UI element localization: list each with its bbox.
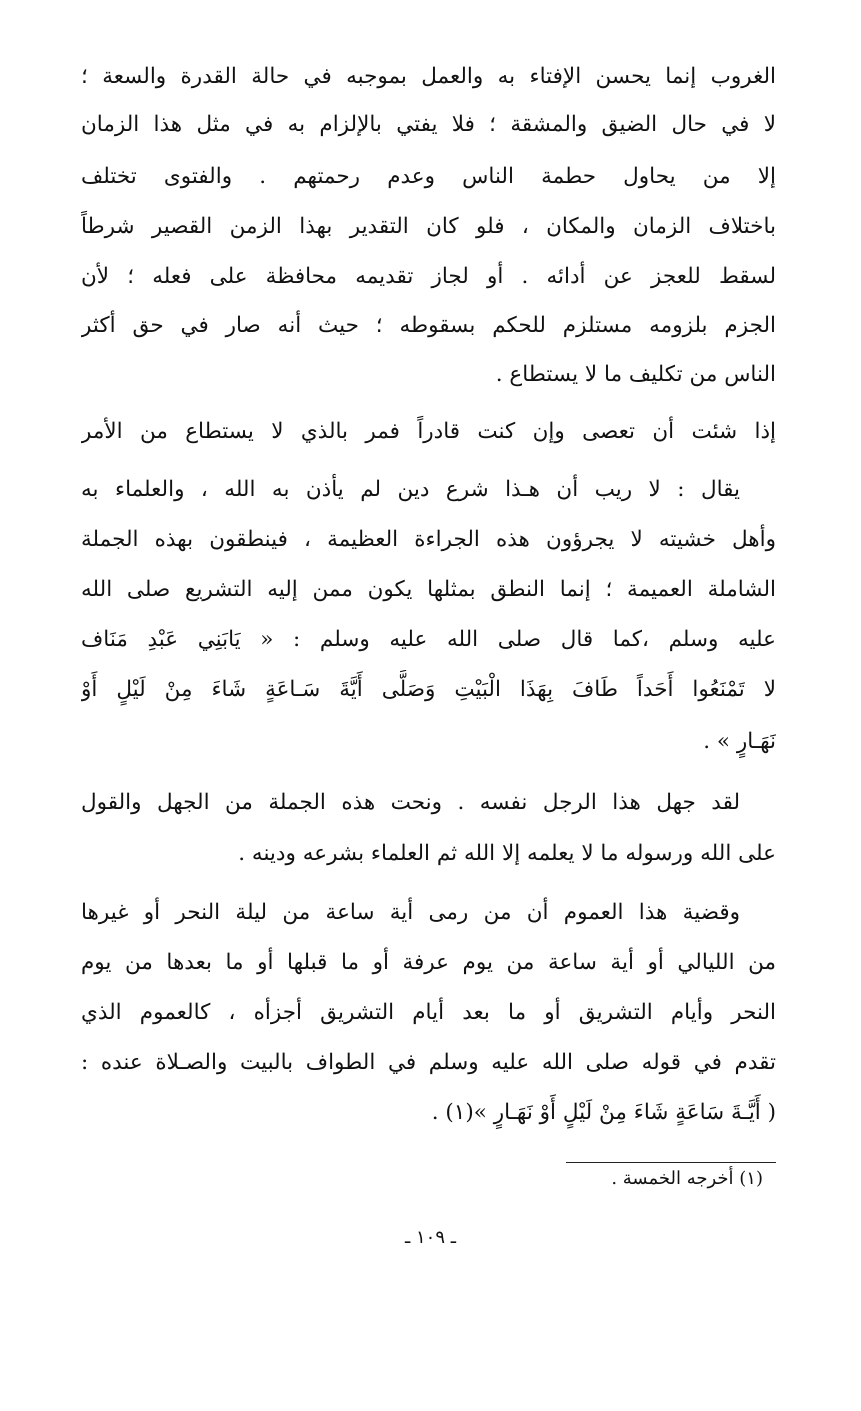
text-line: لا تَمْنَعُوا أَحَداً طَافَ بِهَذَا الْبَيْتِ وَصَلَّى أَيَّةَ سَـاعَةٍ شَاءَ مِنْ لَيْلٍ أَوْ [81,677,776,702]
text-line: وقضية هذا العموم أن من رمى أية ساعة من ليلة النحر أو غيرها [81,900,740,925]
text-line: نَهَـارٍ » . [703,729,776,754]
verse-line: إذا شئت أن تعصى وإن كنت قادراً فمر بالذي لا يستطاع من الأمر [81,419,776,444]
footnote-divider [566,1162,776,1163]
text-line: تقدم في قوله صلى الله عليه وسلم في الطواف بالبيت والصـلاة عنده : [81,1050,776,1075]
text-line: الناس من تكليف ما لا يستطاع . [495,362,776,387]
text-line: إلا من يحاول حطمة الناس وعدم رحمتهم . والفتوى تختلف [81,164,776,189]
text-line: عليه وسلم ،كما قال صلى الله عليه وسلم : « يَابَنِي عَبْدِ مَنَاف [81,627,776,652]
text-line: على الله ورسوله ما لا يعلمه إلا الله ثم العلماء بشرعه ودينه . [238,841,776,866]
text-line: من الليالي أو أية ساعة من يوم عرفة أو ما قبلها أو ما بعدها من يوم [81,950,776,975]
text-line: باختلاف الزمان والمكان ، فلو كان التقدير بهذا الزمن القصير شرطاً [81,214,776,239]
text-line: لقد جهل هذا الرجل نفسه . ونحت هذه الجملة من الجهل والقول [81,790,740,815]
text-line: الغروب إنما يحسن الإفتاء به والعمل بموجبه في حالة القدرة والسعة ؛ [81,64,776,89]
text-line: ( أَيَّـةَ سَاعَةٍ شَاءَ مِنْ لَيْلٍ أَوْ نَهَـارٍ »(١) . [431,1100,776,1125]
footnote: (١) أخرجه الخمسة . [611,1168,763,1189]
text-line: النحر وأيام التشريق أو ما بعد أيام التشريق أجزأه ، كالعموم الذي [81,1000,776,1025]
page-number: ـ ١٠٩ ـ [404,1227,456,1248]
text-line: يقال : لا ريب أن هـذا شرع دين لم يأذن به الله ، والعلماء به [81,477,740,502]
text-line: الشاملة العميمة ؛ إنما النطق بمثلها يكون ممن إليه التشريع صلى الله [81,577,776,602]
text-line: وأهل خشيته لا يجرؤون هذه الجراءة العظيمة ، فينطقون بهذه الجملة [81,527,776,552]
text-line: الجزم بلزومه مستلزم للحكم بسقوطه ؛ حيث أنه صار في حق أكثر [81,313,776,338]
text-line: لا في حال الضيق والمشقة ؛ فلا يفتي بالإلزام به في مثل هذا الزمان [81,112,776,137]
text-line: لسقط للعجز عن أدائه . أو لجاز تقديمه محافظة على فعله ؛ لأن [81,264,776,289]
